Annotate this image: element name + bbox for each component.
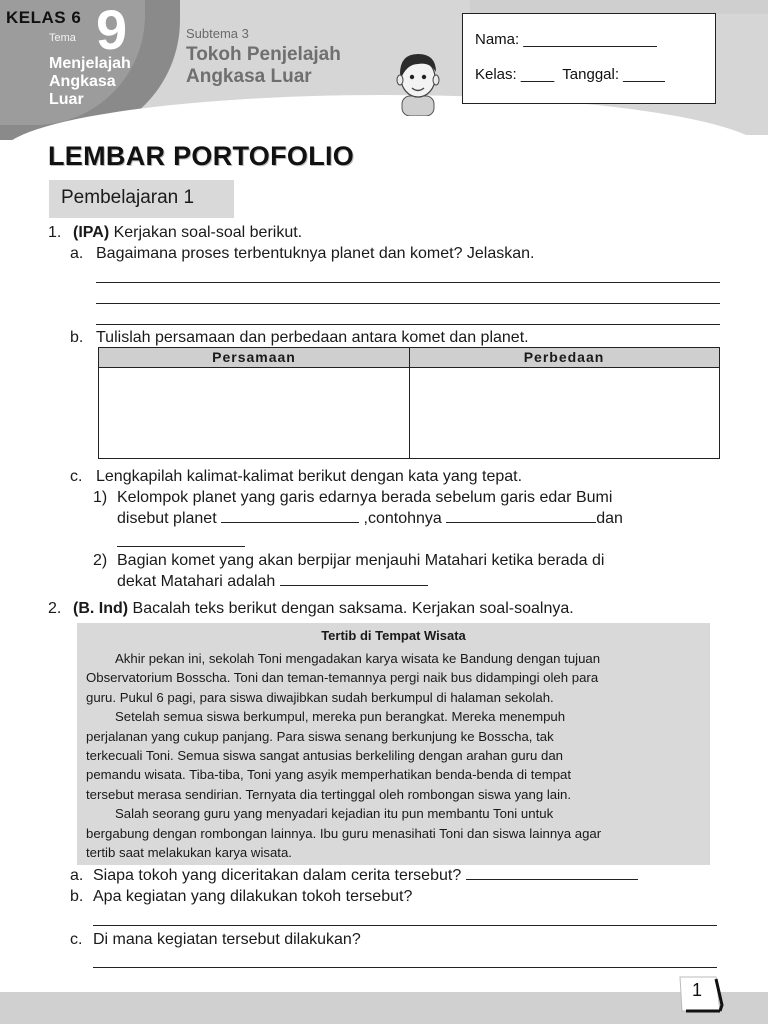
q1b-text: Tulislah persamaan dan perbedaan antara komet dan planet.	[96, 329, 529, 346]
subtema-label: Subtema 3	[186, 26, 249, 41]
tema-title	[49, 55, 159, 109]
answer-line[interactable]	[96, 282, 720, 283]
reading-box	[77, 623, 710, 865]
reading-line: bergabung dengan rombongan lainnya. Ibu guru menasihati Toni dan siswa lainnya agar	[86, 825, 602, 841]
q1c1-text-a: disebut planet	[117, 510, 222, 527]
nama-field[interactable]: Nama: ________________	[475, 31, 657, 48]
blank-field[interactable]	[466, 865, 638, 880]
q2-instruction: Bacalah teks berikut dengan saksama. Kerjakan soal-soalnya.	[128, 600, 574, 617]
q1c2-text: dekat Matahari adalah	[117, 573, 280, 590]
q2-heading	[73, 598, 574, 619]
answer-line[interactable]	[93, 925, 717, 926]
blank-field[interactable]	[446, 508, 596, 523]
subtema-title-line: Tokoh Penjelajah	[186, 44, 341, 65]
tema-title-line: Menjelajah	[49, 55, 131, 72]
subtema-title-line: Angkasa Luar	[186, 66, 312, 87]
identity-box	[462, 13, 716, 104]
boy-illustration	[392, 46, 444, 116]
q1c-letter: c.	[70, 468, 83, 485]
blank-field[interactable]	[117, 546, 245, 547]
q2a-letter: a.	[70, 867, 84, 884]
table-header-persamaan: Persamaan	[99, 348, 409, 368]
page-number: 1	[692, 980, 703, 1000]
q1a-text: Bagaimana proses terbentuknya planet dan komet? Jelaskan.	[96, 245, 535, 262]
reading-line: Salah seorang guru yang menyadari kejadian itu pun membantu Toni untuk	[115, 806, 554, 822]
q1-heading	[73, 222, 302, 243]
footer-band	[0, 992, 768, 1024]
q1-instruction: Kerjakan soal-soal berikut.	[109, 224, 303, 241]
q2-number: 2.	[48, 600, 62, 617]
pembelajaran-label: Pembelajaran 1	[49, 180, 234, 218]
tema-title-line: Angkasa	[49, 73, 116, 90]
q2-subject: (B. Ind)	[73, 600, 129, 617]
header-top-strip	[470, 0, 768, 14]
kelas-tanggal-field[interactable]: Kelas: ____ Tanggal: _____	[475, 66, 665, 83]
q1-number: 1.	[48, 224, 62, 241]
tema-number: 9	[96, 0, 128, 61]
reading-line: tersebut merasa sendirian. Ternyata dia tertinggal oleh rombongan siswa yang lain.	[86, 786, 572, 802]
table-header-perbedaan: Perbedaan	[409, 348, 719, 368]
table-cell-persamaan[interactable]	[99, 368, 409, 458]
answer-line[interactable]	[96, 303, 720, 304]
reading-line: Akhir pekan ini, sekolah Toni mengadakan karya wisata ke Bandung dengan tujuan	[115, 651, 601, 666]
reading-line: Observatorium Bosscha. Toni dan teman-temannya pergi naik bus didampingi oleh para	[86, 670, 599, 686]
q2b-text: Apa kegiatan yang dilakukan tokoh tersebut?	[93, 888, 413, 905]
blank-field[interactable]	[221, 508, 359, 523]
q2c-text: Di mana kegiatan tersebut dilakukan?	[93, 931, 361, 948]
q1c1-number: 1)	[93, 489, 108, 506]
blank-field[interactable]	[280, 571, 428, 586]
q2c-letter: c.	[70, 931, 83, 948]
reading-line: guru. Pukul 6 pagi, para siswa diwajibkan sudah berkumpul di halaman sekolah.	[86, 689, 554, 705]
tema-title-line: Luar	[49, 91, 84, 108]
q1c2-line1: Bagian komet yang akan berpijar menjauhi Matahari ketika berada di	[117, 552, 605, 569]
answer-line[interactable]	[96, 324, 720, 325]
q1-subject: (IPA)	[73, 224, 110, 241]
q1c1-text-b: ,contohnya	[359, 510, 447, 527]
comparison-table	[98, 347, 720, 459]
reading-line: terkecuali Toni. Semua siswa sangat antusias berkeliling dengan arahan guru dan	[86, 748, 564, 763]
reading-line: tertib saat melakukan karya wisata.	[86, 845, 292, 860]
q2b-letter: b.	[70, 888, 84, 905]
reading-line: Setelah semua siswa berkumpul, mereka pun berangkat. Mereka menempuh	[115, 709, 566, 725]
table-cell-perbedaan[interactable]	[410, 368, 719, 458]
q2a-text: Siapa tokoh yang diceritakan dalam cerita tersebut?	[93, 867, 466, 884]
q1c1-text-c: dan	[596, 510, 623, 527]
q1c1-line1: Kelompok planet yang garis edarnya berada sebelum garis edar Bumi	[117, 489, 613, 506]
kelas-label: KELAS 6	[6, 8, 82, 27]
q1c1-line2	[117, 508, 623, 529]
reading-line: perjalanan yang cukup panjang. Para siswa senang berkunjung ke Bosscha, tak	[86, 728, 554, 744]
q1c2-number: 2)	[93, 552, 108, 569]
q1c-text: Lengkapilah kalimat-kalimat berikut dengan kata yang tepat.	[96, 468, 523, 485]
subtema-title	[186, 44, 341, 88]
reading-line: pemandu wisata. Tiba-tiba, Toni yang asyik memperhatikan benda-benda di tempat	[86, 767, 572, 783]
answer-line[interactable]	[93, 967, 717, 968]
page-title: LEMBAR PORTOFOLIO	[48, 141, 355, 171]
q1a-letter: a.	[70, 245, 84, 262]
q1c2-line2	[117, 571, 428, 592]
q2a-line	[93, 865, 638, 886]
q1b-letter: b.	[70, 329, 84, 346]
reading-title: Tertib di Tempat Wisata	[321, 628, 466, 643]
tema-label: Tema	[49, 32, 76, 44]
